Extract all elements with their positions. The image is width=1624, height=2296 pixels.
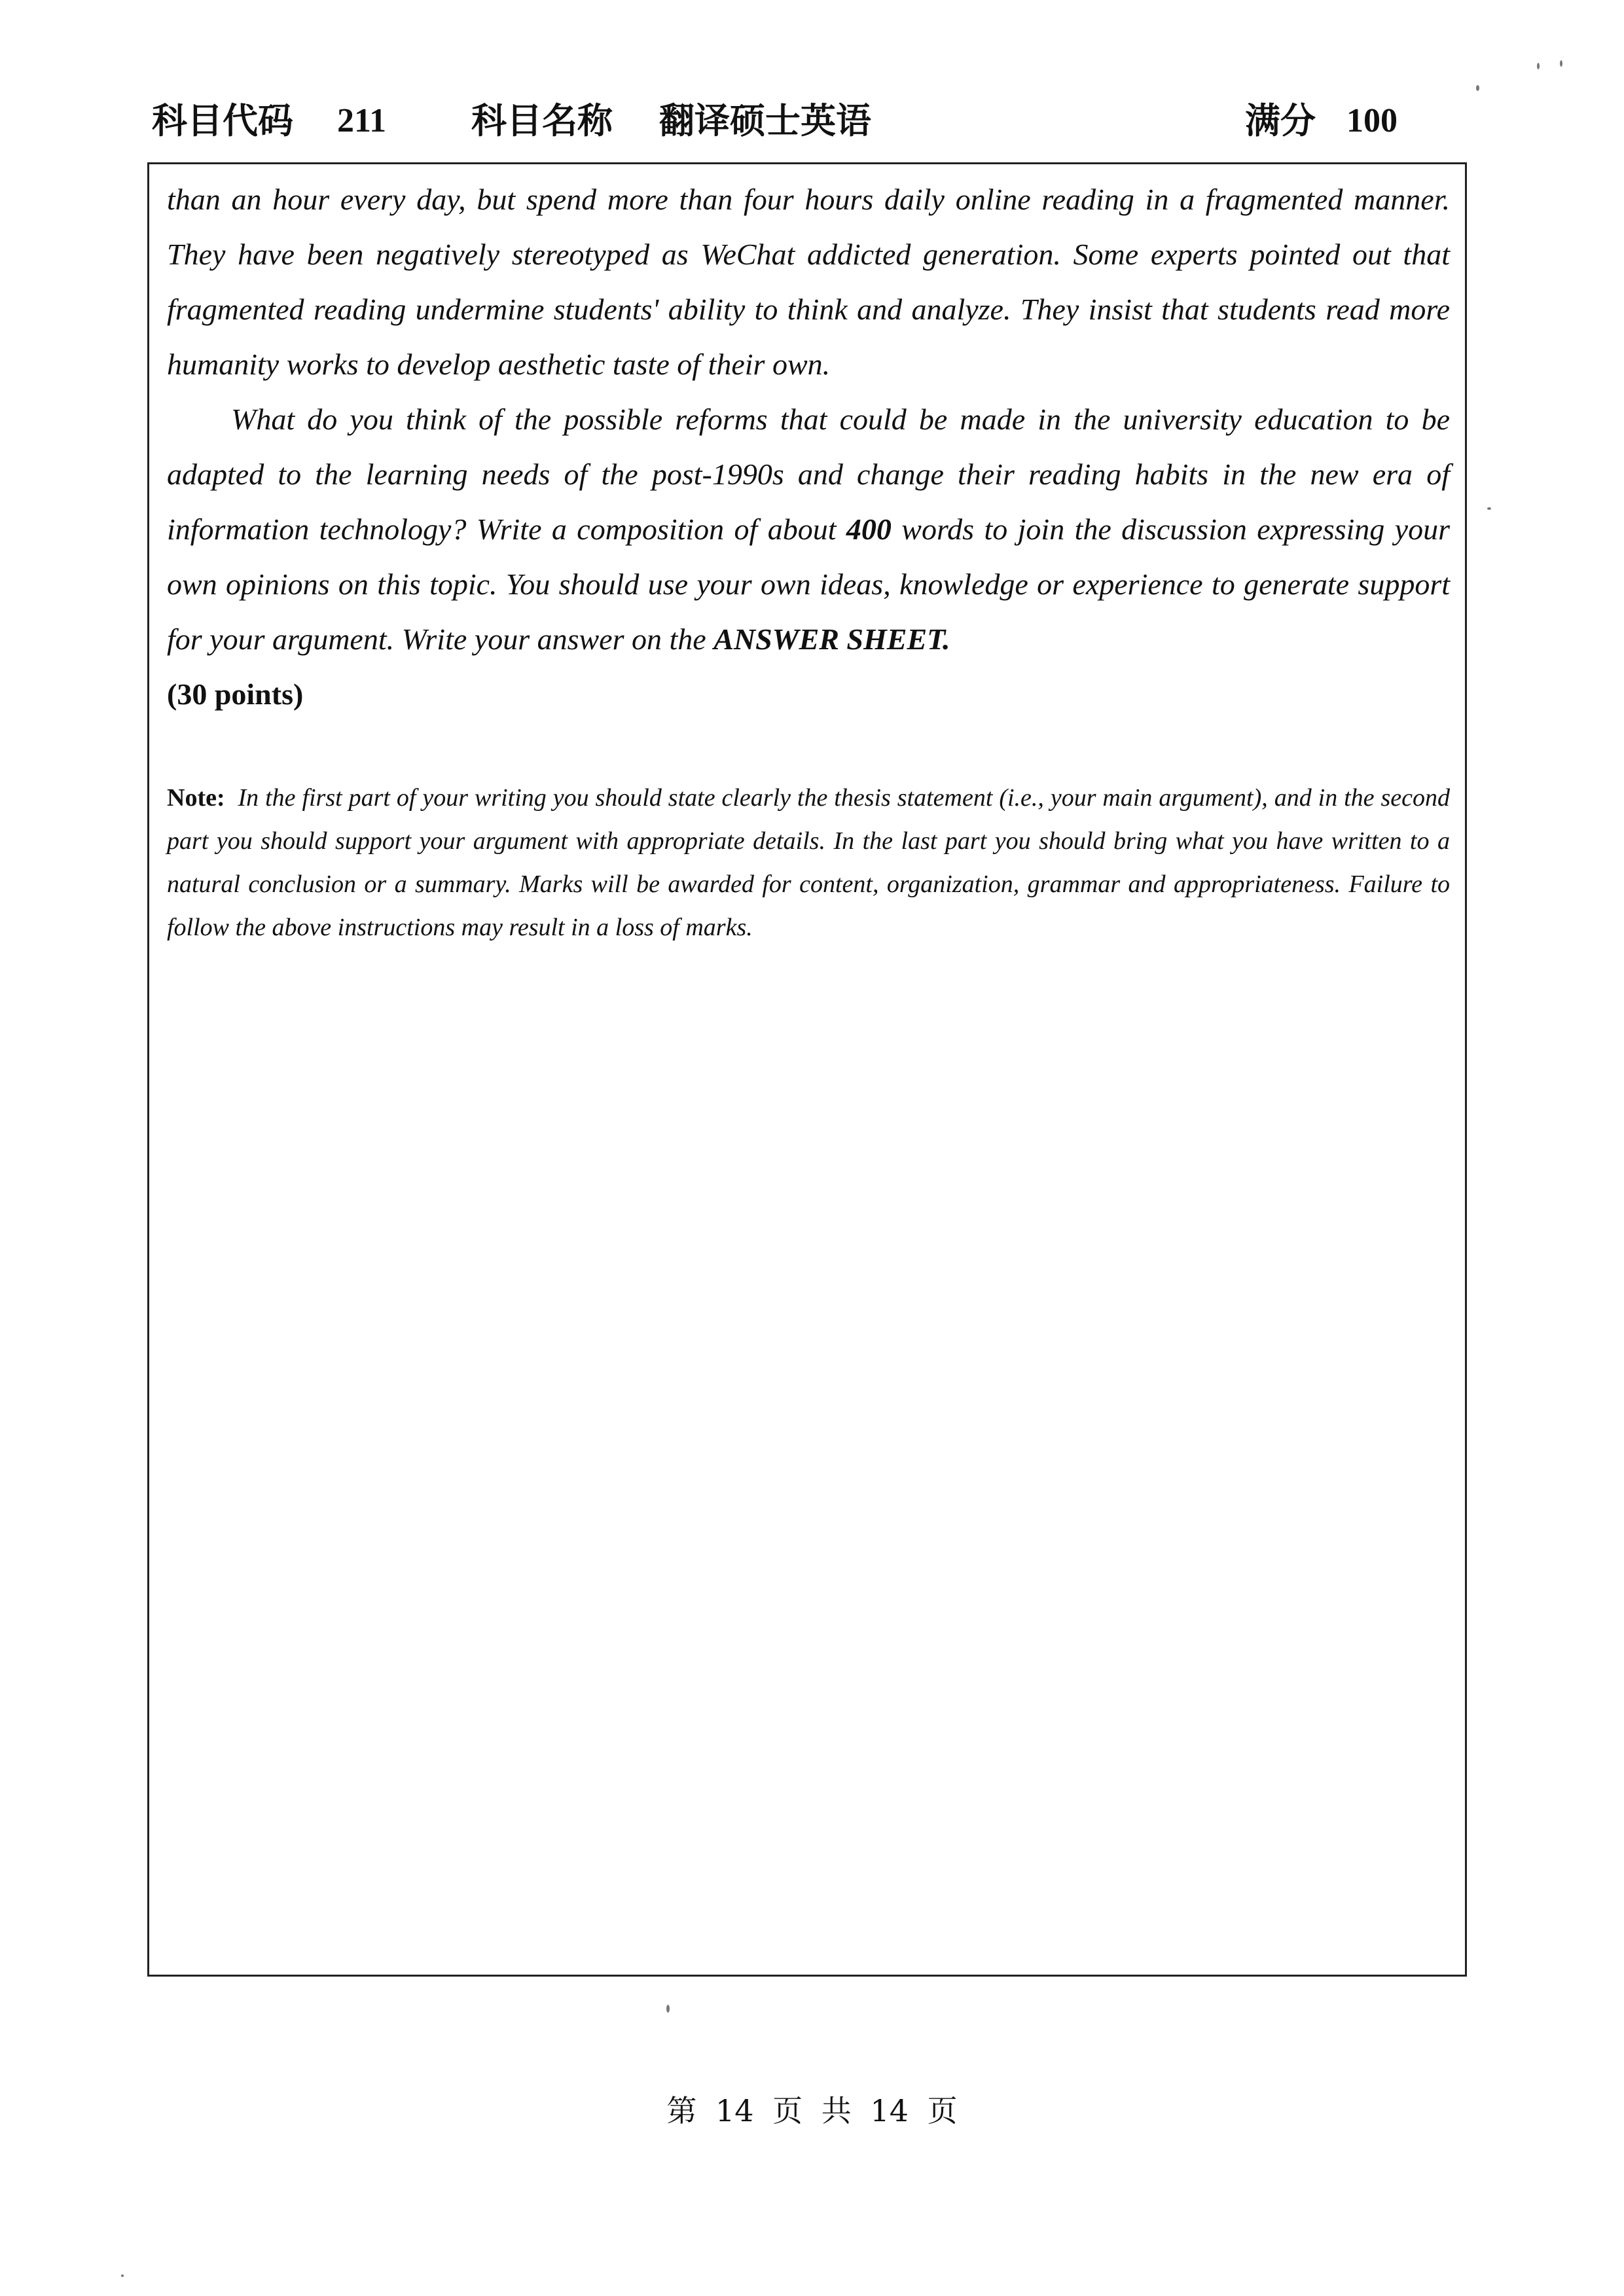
points-label: (30 points) [167,677,304,711]
question-box [147,162,1467,1977]
full-score-label: 满分 [1245,100,1316,141]
paragraph-prompt [167,392,1450,667]
answer-sheet-label: ANSWER SHEET. [713,622,950,656]
subject-code: 211 [337,102,387,139]
scan-mark [666,2005,670,2013]
page-number: 第 14 页 共 14 页 [666,2093,958,2128]
scan-mark [1487,507,1491,510]
prompt-text-start: What do you think of the possible reforms that could be made in the university education to be adapted to the learning needs of the post-1990s and change their reading habits in the new era of information technology? Write a composition of about [167,403,1450,546]
subject-code-label: 科目代码 [152,100,293,141]
prompt-text-end: words to join the discussion expressing your own opinions on this topic. You should use your own ideas, knowledge or experience to generate support for your argument. Write your answer on the [167,512,1450,656]
scan-mark [121,2274,124,2277]
note-text: In the first part of your writing you should state clearly the thesis statement (i.e., your main argument), and in the second part you should support your argument with appropriate details. In the last part you should bring what you have written to a natural conclusion or a summary. Marks will be awarded for content, organization, grammar and appropriateness. Failure to follow the above instructions may result in a loss of marks. [167,784,1450,941]
word-count: 400 [846,512,892,546]
subject-name-label: 科目名称 [471,100,613,141]
subject-name: 翻译硕士英语 [659,100,871,141]
scan-mark [1537,63,1540,69]
note-label: Note: [167,784,225,812]
scan-mark [1560,60,1562,67]
note-paragraph [167,776,1450,949]
scan-mark [1476,85,1479,91]
exam-header [152,95,1409,147]
full-score: 100 [1346,102,1398,139]
paragraph-context: than an hour every day, but spend more than four hours daily online reading in a fragmented manner. They have been negatively stereotyped as WeChat addicted generation. Some experts pointed out that fragmented reading undermine students' ability to think and analyze. They insist that students read more humanity works to develop aesthetic taste of their own. [167,183,1450,381]
